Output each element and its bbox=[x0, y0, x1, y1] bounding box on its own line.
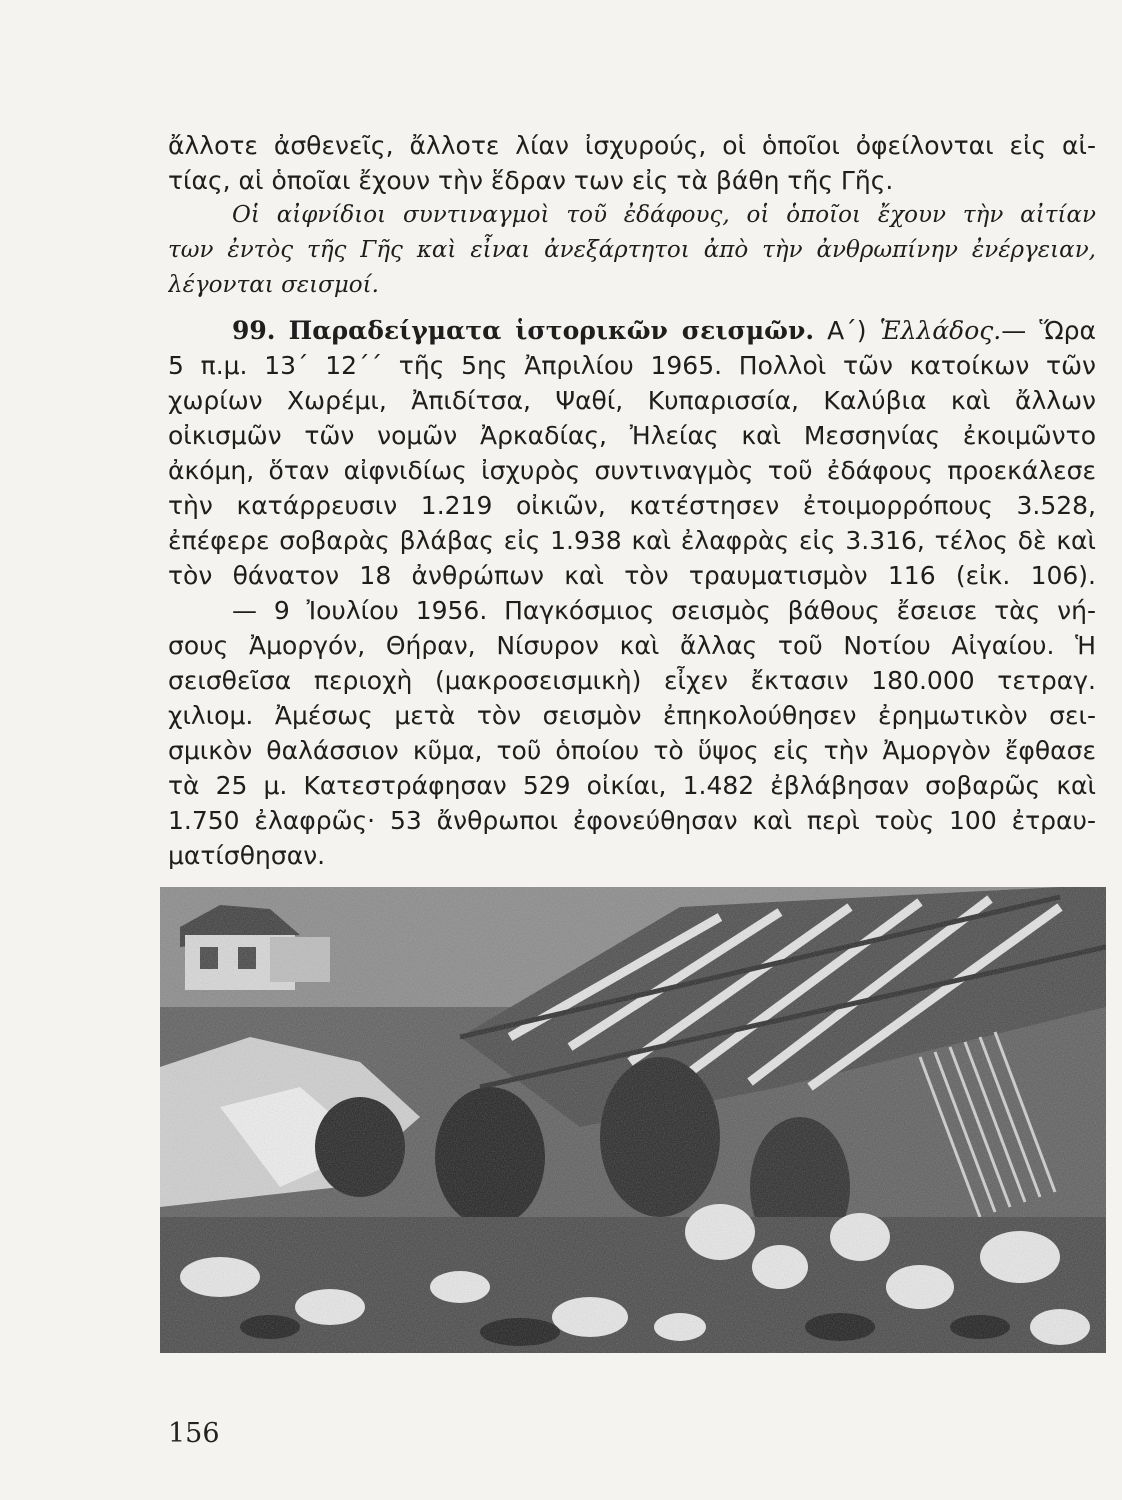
heading-continuation: — Ὥρα bbox=[1001, 316, 1096, 345]
text-line: ματίσθησαν. bbox=[168, 841, 326, 870]
text-line: των ἐντὸς τῆς Γῆς καὶ εἶναι ἀνεξάρτητοι ἀπὸ τὴν ἀνθρωπίνην ἐνέργειαν, bbox=[168, 237, 1096, 263]
text-line: σμικὸν θαλάσσιον κῦμα, τοῦ ὁποίου τὸ ὕψος εἰς τὴν Ἀμοργὸν ἔφθασε bbox=[168, 736, 1096, 765]
text-line: τὸν θάνατον 18 ἀνθρώπων καὶ τὸν τραυματισμὸν 116 (εἰκ. 106). bbox=[168, 561, 1096, 590]
intro-paragraph bbox=[168, 128, 1096, 198]
earthquake-ruins-photo bbox=[160, 887, 1106, 1353]
page-number: 156 bbox=[168, 1418, 220, 1449]
earthquake-definition bbox=[168, 198, 1096, 303]
text-line: ἀκόμη, ὅταν αἰφνιδίως ἰσχυρὸς συντιναγμὸς τοῦ ἐδάφους προεκάλεσε bbox=[168, 456, 1096, 485]
ruins-photo-illustration bbox=[160, 887, 1106, 1353]
region-title: Ἑλλάδος. bbox=[879, 316, 1002, 345]
text-line: σεισθεῖσα περιοχὴ (μακροσεισμικὴ) εἶχεν ἔκτασιν 180.000 τετραγ. bbox=[168, 666, 1096, 695]
section-number: 99. bbox=[232, 316, 276, 345]
subsection-marker: Α΄) bbox=[827, 316, 867, 345]
text-line: — 9 Ἰουλίου 1956. Παγκόσμιος σεισμὸς βάθους ἔσεισε τὰς νή- bbox=[232, 596, 1096, 625]
text-line: λέγονται σεισμοί. bbox=[168, 272, 379, 298]
paragraph-1956 bbox=[168, 593, 1096, 873]
text-line: χιλιομ. Ἀμέσως μετὰ τὸν σεισμὸν ἐπηκολούθησεν ἐρημωτικὸν σει- bbox=[168, 701, 1096, 730]
text-line: τίας, αἱ ὁποῖαι ἔχουν τὴν ἕδραν των εἰς τὰ βάθη τῆς Γῆς. bbox=[168, 166, 894, 195]
body-text bbox=[168, 128, 1096, 873]
text-line: ἄλλοτε ἀσθενεῖς, ἄλλοτε λίαν ἰσχυρούς, οἱ ὁποῖοι ὀφείλονται εἰς αἰ- bbox=[168, 131, 1096, 160]
text-line: 5 π.μ. 13΄ 12΄΄ τῆς 5ης Ἀπριλίου 1965. Πολλοὶ τῶν κατοίκων τῶν bbox=[168, 351, 1096, 380]
text-line: Οἱ αἰφνίδιοι συντιναγμοὶ τοῦ ἐδάφους, οἱ ὁποῖοι ἔχουν τὴν αἰτίαν bbox=[232, 202, 1096, 228]
text-line: χωρίων Χωρέμι, Ἀπιδίτσα, Ψαθί, Κυπαρισσία, Καλύβια καὶ ἄλλων bbox=[168, 386, 1096, 415]
text-line: οἰκισμῶν τῶν νομῶν Ἀρκαδίας, Ἠλείας καὶ Μεσσηνίας ἐκοιμῶντο bbox=[168, 421, 1096, 450]
section-99 bbox=[168, 313, 1096, 593]
text-line: τὴν κατάρρευσιν 1.219 οἰκιῶν, κατέστησεν ἐτοιμορρόπους 3.528, bbox=[168, 491, 1096, 520]
text-line: 1.750 ἐλαφρῶς· 53 ἄνθρωποι ἐφονεύθησαν καὶ περὶ τοὺς 100 ἐτραυ- bbox=[168, 806, 1096, 835]
text-line: ἐπέφερε σοβαρὰς βλάβας εἰς 1.938 καὶ ἐλαφρὰς εἰς 3.316, τέλος δὲ καὶ bbox=[168, 526, 1096, 555]
section-heading-line bbox=[168, 313, 1096, 348]
section-title: Παραδείγματα ἱστορικῶν σεισμῶν. bbox=[288, 316, 815, 345]
text-line: τὰ 25 μ. Κατεστράφησαν 529 οἰκίαι, 1.482 ἐβλάβησαν σοβαρῶς καὶ bbox=[168, 771, 1096, 800]
text-line: σους Ἀμοργόν, Θήραν, Νίσυρον καὶ ἄλλας τοῦ Νοτίου Αἰγαίου. Ἡ bbox=[168, 631, 1096, 660]
